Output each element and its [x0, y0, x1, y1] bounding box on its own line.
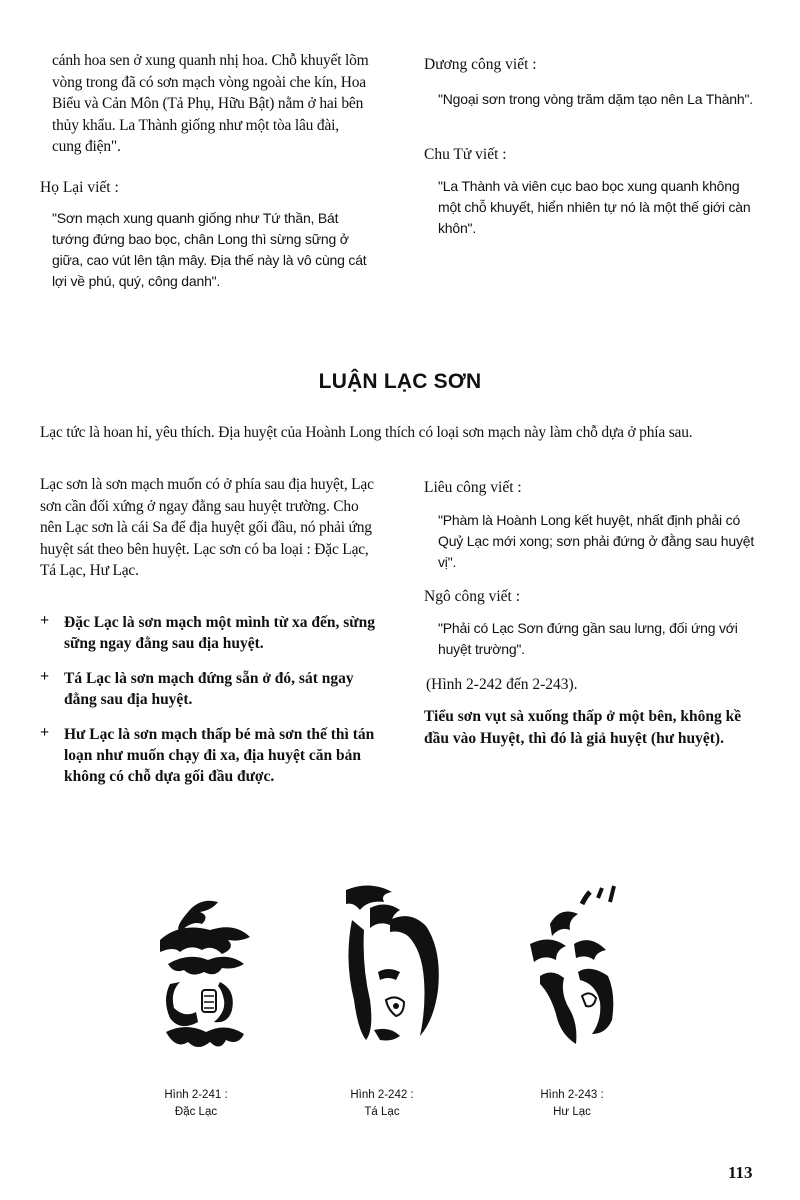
quote-lieu-cong: "Phàm là Hoành Long kết huyệt, nhất định phải có Quỷ Lạc mới xong; sơn phải đứng ở đằng sau huyệt vị". — [438, 512, 755, 570]
caption-name: Đặc Lạc — [174, 1106, 218, 1118]
caption-name: Hư Lạc — [553, 1106, 591, 1118]
mountain-figure-hu-lac — [520, 884, 660, 1064]
figure-hu-lac — [520, 884, 660, 1064]
plus-bullet: + — [40, 724, 50, 741]
caption-number: Hình 2-242 : — [350, 1089, 414, 1101]
caption-number: Hình 2-243 : — [540, 1089, 604, 1101]
top-left-continuation: cánh hoa sen ở xung quanh nhị hoa. Chỗ khuyết lõm vòng trong đã có sơn mạch vòng ngoài che kín, Hoa Biểu và Cản Môn (Tả Phụ, Hữu Bật) nằm ở hai bên thủy khẩu. La Thành giống như một tòa lâu đài, cung điện". — [52, 52, 369, 155]
label-chu-tu: Chu Tử viết : — [424, 146, 507, 163]
section-heading: LUẬN LẠC SƠN — [318, 370, 482, 393]
quote-duong-cong: "Ngoại sơn trong vòng trăm dặm tạo nên La Thành". — [438, 91, 753, 107]
section-intro: Lạc tức là hoan hỉ, yêu thích. Địa huyệt của Hoành Long thích có loại sơn mạch này làm chỗ dựa ở phía sau. — [40, 424, 693, 441]
label-ho-lai: Họ Lại viết : — [40, 179, 119, 196]
lac-son-list — [40, 612, 376, 787]
label-duong-cong: Dương công viết : — [424, 56, 537, 73]
caption-fig-243 — [512, 1087, 632, 1121]
list-item-text: Hư Lạc là sơn mạch thấp bé mà sơn thế thì tán loạn như muốn chạy đi xa, địa huyệt căn bản không có chỗ dựa gối đầu được. — [64, 726, 375, 785]
list-item — [40, 668, 376, 710]
gia-huyet-paragraph: Tiểu sơn vụt sà xuống thấp ở một bên, không kề đầu vào Huyệt, thì đó là giả huyệt (hư huyệt). — [424, 708, 742, 747]
caption-number: Hình 2-241 : — [164, 1089, 228, 1101]
lac-son-paragraph: Lạc sơn là sơn mạch muốn có ở phía sau địa huyệt, Lạc sơn cần đối xứng ở ngay đằng sau huyệt trường. Cho nên Lạc sơn là cái Sa để địa huyệt gối đầu, nó phải ứng huyệt sát theo bên huyệt. Lạc sơn có ba loại : Đặc Lạc, Tá Lạc, Hư Lạc. — [40, 476, 374, 579]
label-lieu-cong: Liêu công viết : — [424, 479, 522, 496]
plus-bullet: + — [40, 612, 50, 629]
list-item — [40, 724, 376, 787]
plus-bullet: + — [40, 668, 50, 685]
caption-fig-242 — [322, 1087, 442, 1121]
list-item-text: Tá Lạc là sơn mạch đứng sẵn ở đó, sát ngay đằng sau địa huyệt. — [64, 670, 354, 708]
quote-ngo-cong: "Phải có Lạc Sơn đứng gần sau lưng, đối ứng với huyệt trường". — [438, 620, 738, 657]
figure-ta-lac — [330, 880, 460, 1060]
list-item-text: Đặc Lạc là sơn mạch một mình từ xa đến, sừng sững ngay đằng sau địa huyệt. — [64, 614, 375, 652]
figure-dac-lac — [140, 882, 270, 1062]
list-item — [40, 612, 376, 654]
quote-chu-tu: "La Thành và viên cục bao bọc xung quanh không một chỗ khuyết, hiển nhiên tự nó là một thế giới càn khôn". — [438, 178, 751, 236]
caption-name: Tá Lạc — [364, 1106, 400, 1118]
label-ngo-cong: Ngô công viết : — [424, 588, 520, 605]
figure-reference: (Hình 2-242 đến 2-243). — [426, 676, 578, 693]
mountain-figure-ta-lac — [330, 880, 460, 1060]
mountain-figure-dac-lac — [140, 882, 270, 1062]
page-number: 113 — [728, 1163, 753, 1182]
quote-ho-lai: "Sơn mạch xung quanh giống như Tứ thần, Bát tướng đứng bao bọc, chân Long thì sừng sững ở giữa, cao vút lên tận mây. Địa thế này là vô cùng cát lợi về phú, quý, công danh". — [52, 210, 367, 289]
caption-fig-241 — [136, 1087, 256, 1121]
